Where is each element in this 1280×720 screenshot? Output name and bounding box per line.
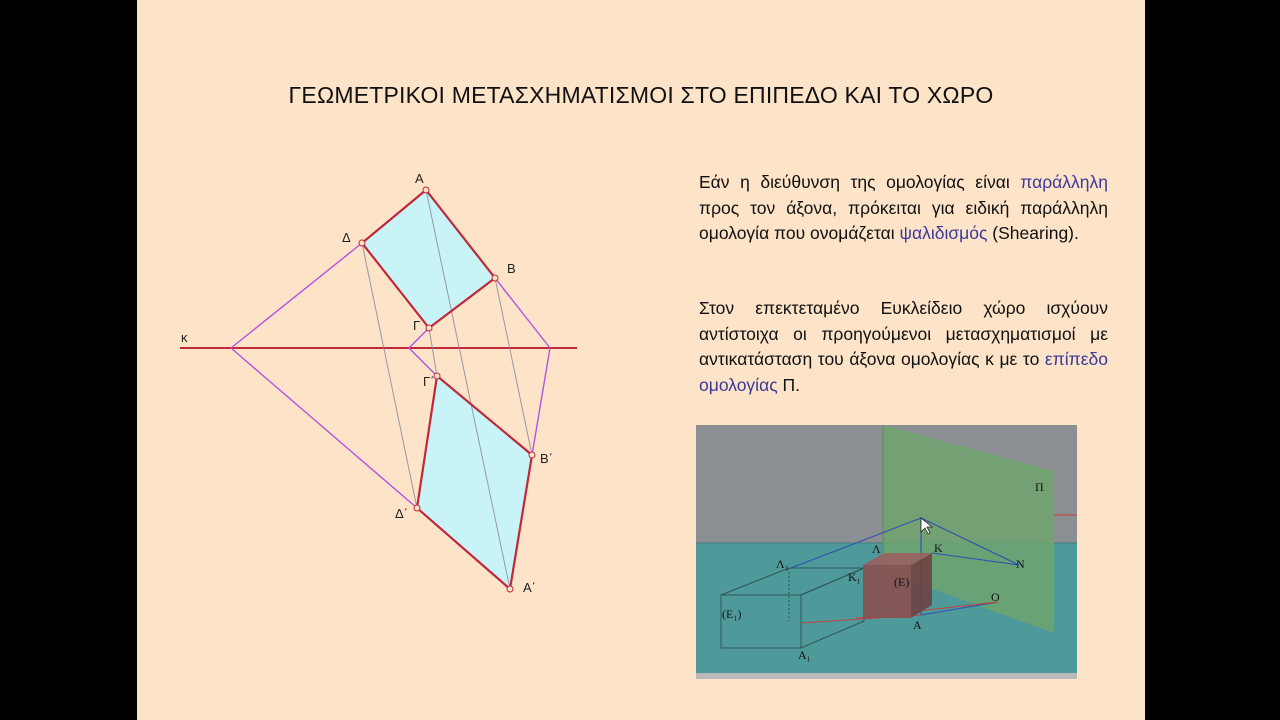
label-Delta-prime: Δ΄ [395, 506, 409, 521]
label-A-prime: Α΄ [523, 580, 536, 595]
label-A: Α [913, 618, 922, 632]
para1-text-3: (Shearing). [987, 223, 1079, 243]
vertex-B [492, 275, 498, 281]
paragraph-shearing [699, 170, 1108, 247]
paragraph-space [699, 296, 1108, 398]
vertex-Gamma [426, 325, 432, 331]
proj-B-axis [495, 278, 550, 348]
label-kappa: κ [181, 330, 188, 345]
label-O: Ο [991, 590, 1000, 604]
slide-title: ΓΕΩΜΕΤΡΙΚΟΙ ΜΕΤΑΣΧΗΜΑΤΙΣΜΟΙ ΣΤΟ ΕΠΙΠΕΔΟ ΚΑΙ ΤΟ ΧΩΡΟ [288, 82, 994, 108]
vertex-A-prime [507, 586, 513, 592]
label-A: Α [415, 171, 424, 186]
label-A1: Α₁ [798, 648, 811, 662]
para1-highlight-parallel: παράλληλη [1020, 172, 1108, 192]
figure-bottom-strip [696, 673, 1077, 679]
label-Lambda: Λ [872, 542, 881, 556]
label-Gamma-prime: Γ΄ [423, 374, 435, 389]
proj-axis-B-prime [532, 348, 550, 455]
para1-text-1: Εάν η διεύθυνση της ομολογίας είναι [699, 172, 1021, 192]
slide [137, 0, 1145, 720]
vertex-Delta [359, 240, 365, 246]
label-B: Β [507, 261, 516, 276]
vertex-Delta-prime [414, 505, 420, 511]
proj-Delta-axis [231, 243, 362, 348]
vertex-A [423, 187, 429, 193]
space-homology-figure [696, 425, 1077, 679]
para1-highlight-shearing: ψαλιδισμός [899, 223, 988, 243]
original-shape-fill [362, 190, 495, 328]
label-Gamma: Γ [413, 318, 421, 333]
para2-text-2: Π. [777, 374, 800, 395]
para2-highlight-plane: επίπεδο ομολογίας [699, 349, 1108, 395]
label-Lambda1: Λ₁ [776, 557, 789, 571]
label-E: (Ε) [894, 575, 910, 589]
vertex-Gamma-prime [434, 373, 440, 379]
shearing-diagram [137, 0, 697, 720]
label-E1: (Ε₁) [722, 607, 742, 621]
label-K: Κ [934, 541, 943, 555]
label-Pi: Π [1035, 480, 1044, 494]
vertex-B-prime [529, 452, 535, 458]
label-K1: Κ₁ [848, 570, 861, 584]
label-N: Ν [1016, 557, 1025, 571]
label-B-prime: Β΄ [540, 451, 553, 466]
para1-text-2: προς τον άξονα, πρόκειται για ειδική παράλληλη ομολογία που ονομάζεται [699, 197, 1108, 243]
cube-front [863, 565, 911, 618]
para2-text-1: Στον επεκτεταμένο Ευκλείδειο χώρο ισχύουν αντίστοιχα οι προηγούμενοι μετασχηματισμοί με αντικατάσταση του άξονα ομολογίας κ με το [699, 298, 1108, 369]
label-Delta: Δ [342, 230, 351, 245]
